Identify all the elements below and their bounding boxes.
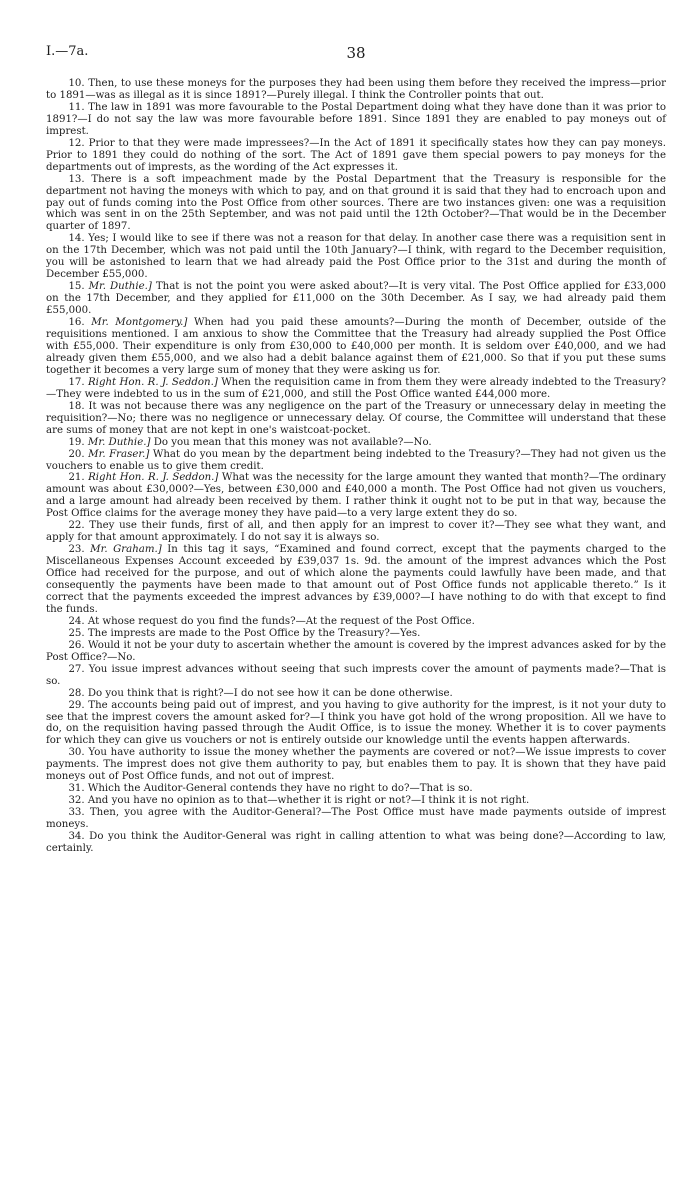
question-paragraph bbox=[46, 747, 666, 783]
question-number: 25. bbox=[68, 627, 85, 639]
question-paragraph bbox=[46, 544, 666, 616]
question-text: At whose request do you find the funds?—At the request of the Post Office. bbox=[87, 615, 475, 627]
question-text: The accounts being paid out of imprest, and you having to give authority for the imprest, is it not your duty to see that the imprest covers the amount asked for?—I think you have got hold of the wrong proposition. All we have to do, on the requisition having passed through the Audit Office, is to issue the money. Whether it is to cover payments for which they can give us vouchers or not is entirely outside our knowledge until the events happen afterwards. bbox=[46, 699, 666, 747]
question-number: 14. bbox=[68, 233, 85, 245]
question-text: Would it not be your duty to ascertain whether the amount is covered by the imprest advances asked for by the Post Office?—No. bbox=[46, 639, 666, 663]
question-paragraph bbox=[46, 449, 666, 473]
question-number: 20. bbox=[68, 448, 85, 460]
question-number: 19. bbox=[68, 436, 85, 448]
question-paragraph bbox=[46, 520, 666, 544]
question-paragraph bbox=[46, 472, 666, 520]
question-number: 28. bbox=[68, 687, 85, 699]
question-number: 31. bbox=[68, 783, 85, 795]
question-text: When had you paid these amounts?—During the month of December, outside of the requisitions mentioned. I am anxious to show the Committee that the Treasury had already supplied the Post Office with £55,000. Their expenditure is only from £30,000 to £40,000 per month. It is seldom over £40,000, and we had already given them £55,000, and we also had a debit balance against them of £21,000. So that if you put these sums together it becomes a very large sum of money that they were asking us for. bbox=[46, 317, 666, 376]
question-number: 29. bbox=[68, 699, 85, 711]
question-number: 12. bbox=[68, 137, 85, 149]
question-paragraph bbox=[46, 616, 666, 628]
question-number: 10. bbox=[68, 78, 85, 89]
question-text: Prior to that they were made impressees?—In the Act of 1891 it specifically states how they can pay moneys. Prior to 1891 they could do nothing of the sort. The Act of 1891 gave them special powers to pay moneys for the departments out of imprests, as the wording of the Act expresses it. bbox=[46, 137, 666, 173]
question-text: Do you think that is right?—I do not see how it can be done otherwise. bbox=[87, 687, 453, 699]
question-text: What was the necessity for the large amount they wanted that month?—The ordinary amount was about £30,000?—Yes, between £30,000 and £40,000 a month. The Post Office had not given us vouchers, and a large amount had already been received by them. I rather think it ought not to be put in that way, because the Post Office claims for the average money they have paid—to a very large extent they do so. bbox=[46, 472, 666, 520]
question-text: There is a soft impeachment made by the Postal Department that the Treasury is responsible for the department not having the moneys with which to pay, and on that ground it is said that they had to encroach upon and pay out of funds coming into the Post Office from other sources. There are two instances given: one was a requisition which was sent in on the 25th September, and was not paid until the 12th October?—That would be in the December quarter of 1897. bbox=[46, 173, 666, 233]
question-number: 15. bbox=[68, 281, 85, 293]
question-number: 21. bbox=[68, 472, 85, 484]
question-number: 26. bbox=[68, 639, 85, 651]
document-page bbox=[46, 44, 666, 855]
question-text: Which the Auditor-General contends they have no right to do?—That is so. bbox=[87, 783, 473, 795]
question-text: Yes; I would like to see if there was not a reason for that delay. In another case there was a requisition sent in on the 17th December, which was not paid until the 10th January?—I think, with regard to the December requisition, you will be astonished to learn that we had already paid the Post Office prior to the 31st and during the month of December £55,000. bbox=[46, 233, 666, 281]
question-text: That is not the point you were asked about?—It is very vital. The Post Office applied for £33,000 on the 17th December, and they applied for £11,000 on the 30th December. As I say, we had already paid them £55,000. bbox=[46, 281, 666, 317]
question-text: When the requisition came in from them they were already indebted to the Treasury?—They were indebted to us in the sum of £21,000, and still the Post Office wanted £44,000 more. bbox=[46, 376, 666, 400]
question-paragraph bbox=[46, 700, 666, 748]
question-number: 32. bbox=[68, 795, 85, 807]
question-paragraph bbox=[46, 102, 666, 138]
question-paragraph bbox=[46, 317, 666, 377]
question-paragraph bbox=[46, 688, 666, 700]
question-number: 34. bbox=[68, 831, 85, 843]
question-number: 17. bbox=[68, 376, 85, 388]
question-number: 11. bbox=[68, 101, 85, 113]
paper-reference: I.—7a. bbox=[46, 44, 89, 59]
question-text: You have authority to issue the money whether the payments are covered or not?—We issue imprests to cover payments. The imprest does not give them authority to pay, but enables them to pay. It is shown that they have paid moneys out of Post Office funds, and not out of imprest. bbox=[46, 747, 666, 783]
question-text: The law in 1891 was more favourable to the Postal Department doing what they have done than it was prior to 1891?—I do not say the law was more favourable before 1891. Since 1891 they are enabled to pay moneys out of imprest. bbox=[46, 101, 666, 137]
speaker-name: Mr. Duthie.] bbox=[88, 281, 152, 293]
question-paragraph bbox=[46, 628, 666, 640]
question-paragraph bbox=[46, 437, 666, 449]
evidence-text bbox=[46, 78, 666, 855]
question-number: 13. bbox=[68, 173, 85, 185]
speaker-name: Mr. Graham.] bbox=[90, 544, 162, 556]
page-number: 38 bbox=[346, 44, 366, 62]
question-text: You issue imprest advances without seeing that such imprests cover the amount of payments made?—That is so. bbox=[46, 663, 666, 687]
question-paragraph bbox=[46, 233, 666, 281]
question-paragraph bbox=[46, 664, 666, 688]
question-text: And you have no opinion as to that—whether it is right or not?—I think it is not right. bbox=[87, 795, 530, 807]
question-number: 30. bbox=[68, 747, 85, 759]
speaker-name: Mr. Fraser.] bbox=[88, 448, 150, 460]
question-text: Do you think the Auditor-General was right in calling attention to what was being done?—According to law, certainly. bbox=[46, 831, 666, 854]
question-number: 27. bbox=[68, 663, 85, 675]
question-text: What do you mean by the department being indebted to the Treasury?—They had not given us the vouchers to enable us to give them credit. bbox=[46, 448, 666, 472]
question-paragraph bbox=[46, 831, 666, 855]
question-text: They use their funds, first of all, and then apply for an imprest to cover it?—They see what they want, and apply for that amount approximately. I do not say it is always so. bbox=[46, 520, 666, 544]
question-text: Then, you agree with the Auditor-General?—The Post Office must have made payments outside of imprest moneys. bbox=[46, 807, 666, 831]
question-text: Then, to use these moneys for the purposes they had been using them before they received the impress—prior to 1891—was as illegal as it is since 1891?—Purely illegal. I think the Controller points that out. bbox=[46, 78, 666, 101]
speaker-name: Right Hon. R. J. Seddon.] bbox=[88, 376, 218, 388]
page-header bbox=[46, 44, 666, 66]
question-number: 24. bbox=[68, 615, 85, 627]
question-paragraph bbox=[46, 174, 666, 234]
question-number: 16. bbox=[68, 317, 85, 329]
question-text: In this tag it says, “Examined and found correct, except that the payments charged to the Miscellaneous Expenses Account exceeded by £39,037 1s. 9d. the amount of the imprest advances which the Post Office had received for the purpose, and out of which alone the payments could lawfully have been made, and that consequently the payments have been made to that amount out of Post Office funds not applicable thereto.” Is it correct that the payments exceeded the imprest advances by £39,000?—I have nothing to do with that except to find the funds. bbox=[46, 544, 666, 615]
question-number: 33. bbox=[68, 807, 85, 819]
question-paragraph bbox=[46, 401, 666, 437]
question-number: 23. bbox=[68, 544, 85, 556]
speaker-name: Mr. Duthie.] bbox=[87, 436, 151, 448]
question-text: The imprests are made to the Post Office by the Treasury?—Yes. bbox=[87, 627, 421, 639]
question-paragraph bbox=[46, 783, 666, 795]
question-paragraph bbox=[46, 640, 666, 664]
question-number: 22. bbox=[68, 520, 85, 532]
question-paragraph bbox=[46, 281, 666, 317]
question-paragraph bbox=[46, 138, 666, 174]
speaker-name: Mr. Montgomery.] bbox=[91, 317, 188, 329]
speaker-name: Right Hon. R. J. Seddon.] bbox=[88, 472, 219, 484]
question-paragraph bbox=[46, 377, 666, 401]
question-paragraph bbox=[46, 78, 666, 102]
question-text: Do you mean that this money was not available?—No. bbox=[153, 436, 432, 448]
question-paragraph bbox=[46, 807, 666, 831]
question-text: It was not because there was any negligence on the part of the Treasury or unnecessary delay in meeting the requisition?—No; there was no negligence or unnecessary delay. Of course, the Committee will understand that these are sums of money that are not kept in one's waistcoat-pocket. bbox=[46, 400, 666, 436]
question-number: 18. bbox=[68, 400, 85, 412]
question-paragraph bbox=[46, 795, 666, 807]
